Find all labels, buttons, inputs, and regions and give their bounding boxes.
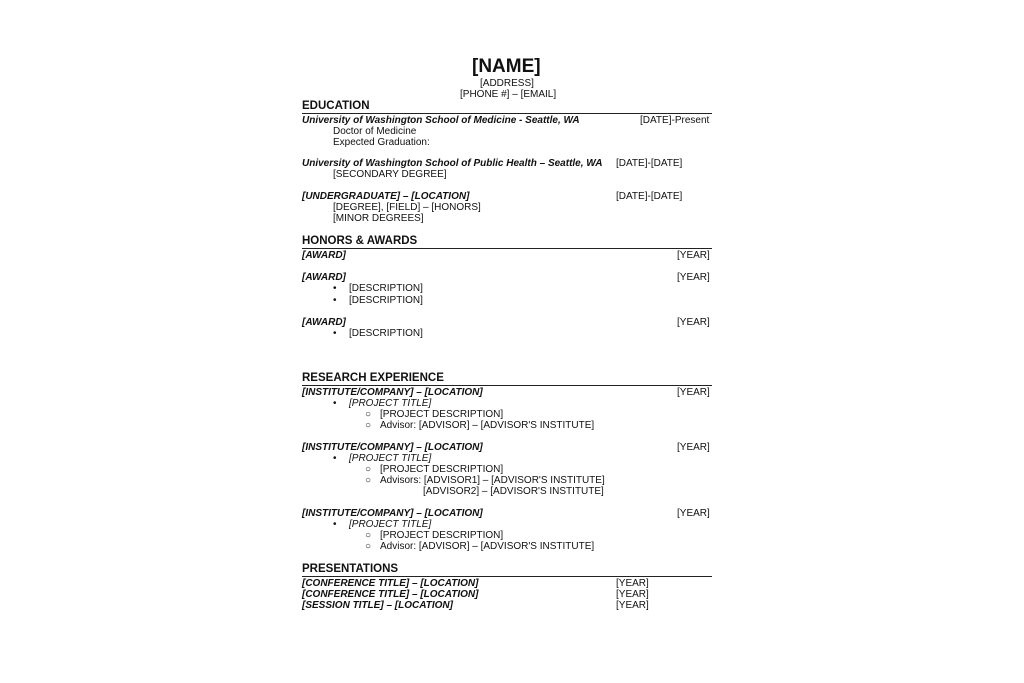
award-title: [AWARD] xyxy=(302,272,346,283)
circle-bullet-icon: ○ xyxy=(365,475,372,486)
education-date: [DATE]-[DATE] xyxy=(616,158,683,169)
education-detail: [SECONDARY DEGREE] xyxy=(333,169,447,180)
education-school: University of Washington School of Medicine - Seattle, WA xyxy=(302,115,580,126)
award-year: [YEAR] xyxy=(677,250,710,261)
education-school: University of Washington School of Public Health – Seattle, WA xyxy=(302,158,603,169)
contact-line: [PHONE #] – [EMAIL] xyxy=(460,89,557,100)
circle-bullet-icon: ○ xyxy=(365,530,372,541)
award-description: [DESCRIPTION] xyxy=(349,295,423,306)
project-title: [PROJECT TITLE] xyxy=(349,453,432,464)
resume-name: [NAME] xyxy=(472,56,541,77)
presentation-year: [YEAR] xyxy=(616,589,649,600)
education-detail: [MINOR DEGREES] xyxy=(333,213,424,224)
circle-bullet-icon: ○ xyxy=(365,464,372,475)
award-description: [DESCRIPTION] xyxy=(349,283,423,294)
bullet-icon: • xyxy=(333,398,337,409)
research-year: [YEAR] xyxy=(677,442,710,453)
presentations-heading: PRESENTATIONS xyxy=(302,563,399,575)
award-description: [DESCRIPTION] xyxy=(349,328,423,339)
bullet-icon: • xyxy=(333,328,337,339)
bullet-icon: • xyxy=(333,283,337,294)
project-title: [PROJECT TITLE] xyxy=(349,519,432,530)
research-org: [INSTITUTE/COMPANY] – [LOCATION] xyxy=(302,387,483,398)
bullet-icon: • xyxy=(333,453,337,464)
bullet-icon: • xyxy=(333,295,337,306)
project-description: [PROJECT DESCRIPTION] xyxy=(380,530,504,541)
project-advisor: [ADVISOR2] – [ADVISOR'S INSTITUTE] xyxy=(423,486,604,497)
project-title: [PROJECT TITLE] xyxy=(349,398,432,409)
project-advisor: Advisors: [ADVISOR1] – [ADVISOR'S INSTITUTE] xyxy=(380,475,605,486)
presentation-title: [SESSION TITLE] – [LOCATION] xyxy=(302,600,453,611)
award-title: [AWARD] xyxy=(302,317,346,328)
education-date: [DATE]-Present xyxy=(640,115,710,126)
education-divider xyxy=(302,113,712,114)
project-advisor: Advisor: [ADVISOR] – [ADVISOR'S INSTITUTE] xyxy=(380,541,595,552)
project-description: [PROJECT DESCRIPTION] xyxy=(380,464,504,475)
presentation-title: [CONFERENCE TITLE] – [LOCATION] xyxy=(302,589,479,600)
education-school: [UNDERGRADUATE] – [LOCATION] xyxy=(302,191,470,202)
research-year: [YEAR] xyxy=(677,508,710,519)
education-heading: EDUCATION xyxy=(302,100,370,112)
research-org: [INSTITUTE/COMPANY] – [LOCATION] xyxy=(302,508,483,519)
award-year: [YEAR] xyxy=(677,317,710,328)
address: [ADDRESS] xyxy=(480,78,534,89)
award-year: [YEAR] xyxy=(677,272,710,283)
education-detail: Expected Graduation: xyxy=(333,137,430,148)
research-divider xyxy=(302,385,712,386)
presentation-year: [YEAR] xyxy=(616,578,649,589)
project-advisor: Advisor: [ADVISOR] – [ADVISOR'S INSTITUTE] xyxy=(380,420,595,431)
education-date: [DATE]-[DATE] xyxy=(616,191,683,202)
project-description: [PROJECT DESCRIPTION] xyxy=(380,409,504,420)
education-detail: [DEGREE], [FIELD] – [HONORS] xyxy=(333,202,481,213)
research-org: [INSTITUTE/COMPANY] – [LOCATION] xyxy=(302,442,483,453)
honors-heading: HONORS & AWARDS xyxy=(302,235,418,247)
research-year: [YEAR] xyxy=(677,387,710,398)
award-title: [AWARD] xyxy=(302,250,346,261)
presentations-divider xyxy=(302,576,712,577)
circle-bullet-icon: ○ xyxy=(365,409,372,420)
circle-bullet-icon: ○ xyxy=(365,420,372,431)
presentation-title: [CONFERENCE TITLE] – [LOCATION] xyxy=(302,578,479,589)
education-detail: Doctor of Medicine xyxy=(333,126,417,137)
honors-divider xyxy=(302,248,712,249)
research-heading: RESEARCH EXPERIENCE xyxy=(302,372,444,384)
bullet-icon: • xyxy=(333,519,337,530)
circle-bullet-icon: ○ xyxy=(365,541,372,552)
presentation-year: [YEAR] xyxy=(616,600,649,611)
